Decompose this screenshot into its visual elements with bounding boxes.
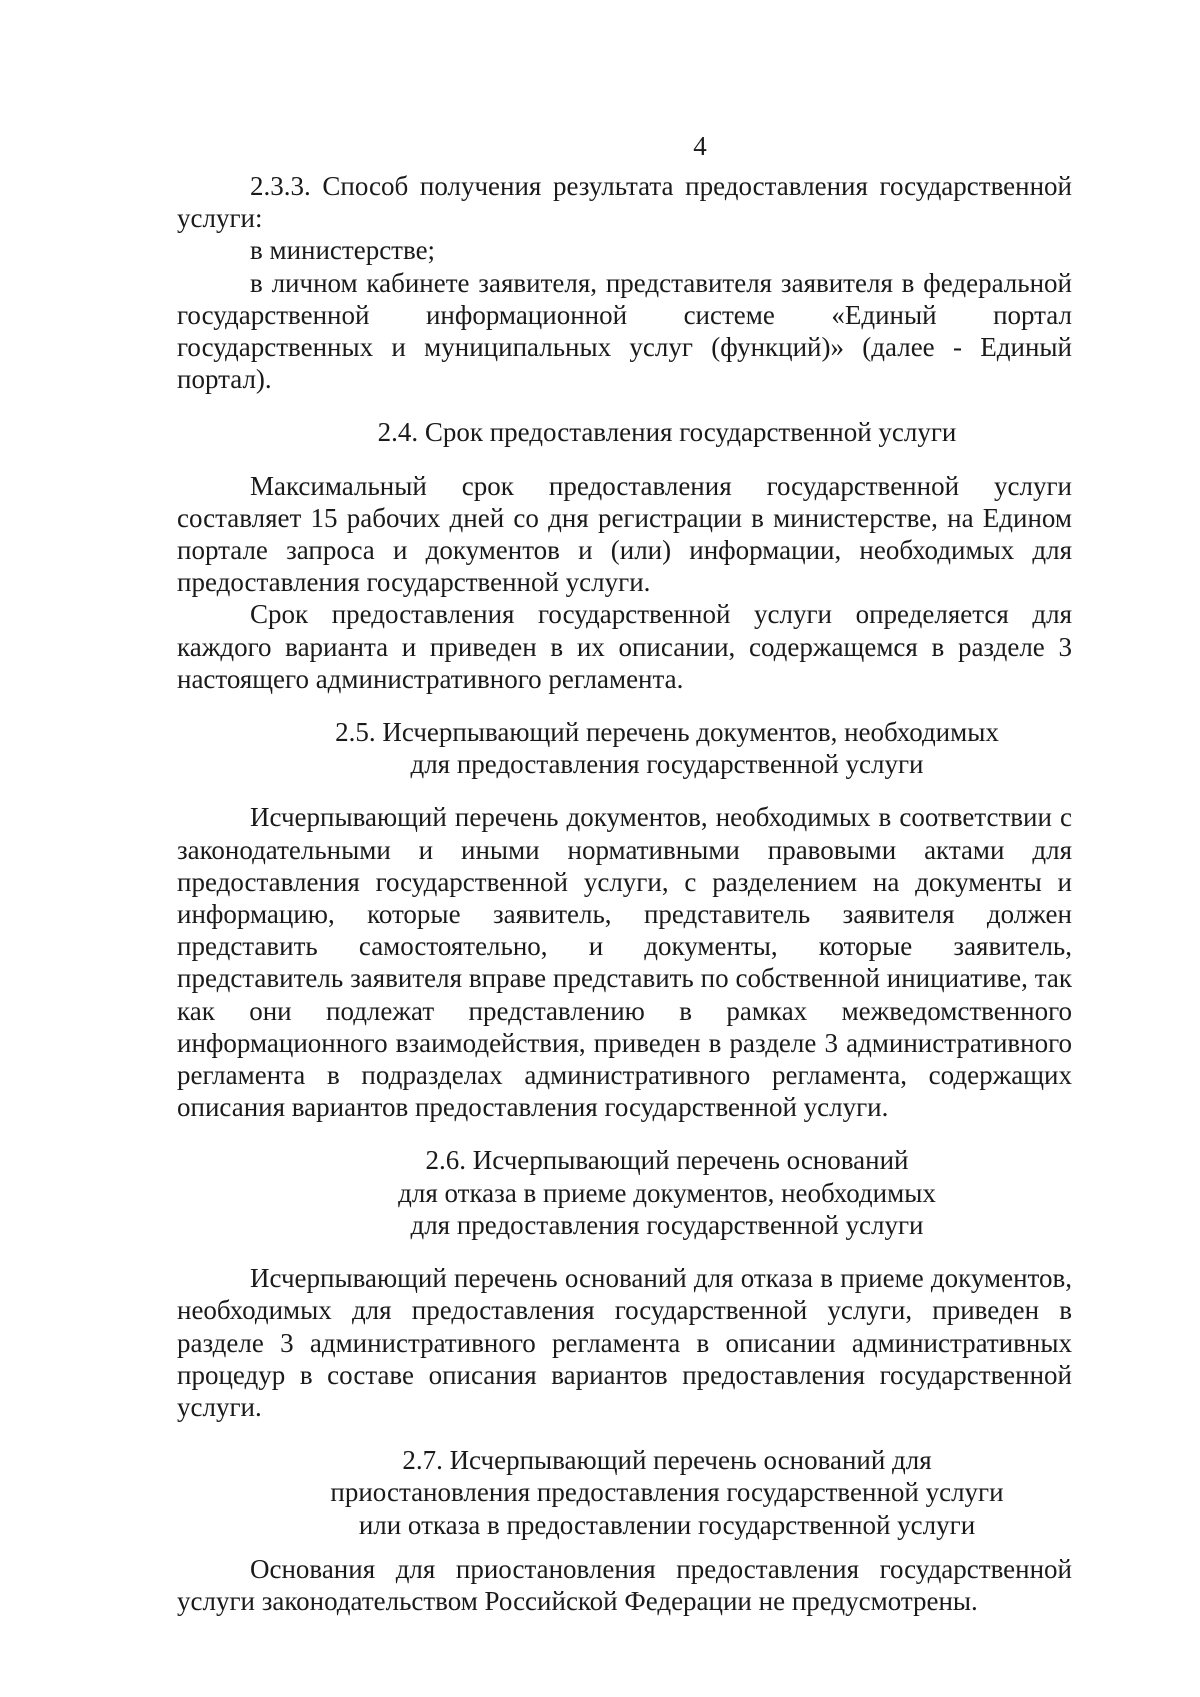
paragraph-2-4-2: Срок предоставления государственной услуги определяется для каждого варианта и приведен в их описании, содержащемся в разделе 3 настоящего административного регламента. xyxy=(177,599,1072,694)
heading-line: или отказа в предоставлении государственной услуги xyxy=(358,1509,976,1540)
section-heading-2-5 xyxy=(177,716,1072,780)
section-heading-2-6 xyxy=(177,1144,1072,1241)
section-heading-2-4 xyxy=(177,416,1072,448)
heading-line: 2.4. Срок предоставления государственной услуги xyxy=(377,417,957,448)
paragraph-2-6-1: Исчерпывающий перечень оснований для отказа в приеме документов, необходимых для предоставления государственной услуги, приведен в разделе 3 административного регламента в описании административных процедур в составе описания вариантов предоставления государственной услуги. xyxy=(177,1263,1072,1422)
list-item-portal: в личном кабинете заявителя, представителя заявителя в федеральной государственной информационной системе «Единый портал государственных и муниципальных услуг (функций)» (далее - Единый портал). xyxy=(177,267,1072,395)
heading-line: для предоставления государственной услуги xyxy=(410,1209,924,1240)
document-body xyxy=(177,170,1072,1617)
heading-line: 2.5. Исчерпывающий перечень документов, необходимых xyxy=(335,717,999,748)
heading-line: для предоставления государственной услуги xyxy=(410,749,924,780)
paragraph-2-4-1: Максимальный срок предоставления государственной услуги составляет 15 рабочих дней со дня регистрации в министерстве, на Едином портале запроса и документов и (или) информации, необходимых для предоставления государственной услуги. xyxy=(177,470,1072,598)
paragraph-2-5-1: Исчерпывающий перечень документов, необходимых в соответствии с законодательными и иными нормативными правовыми актами для предоставления государственной услуги, с разделением на документы и информацию, которые заявитель, представитель заявителя должен представить самостоятельно, и документы, которые заявитель, представитель заявителя вправе представить по собственной инициативе, так как они подлежат представлению в рамках межведомственного информационного взаимодействия, приведен в разделе 3 административного регламента в подразделах административного регламента, содержащих описания вариантов предоставления государственной услуги. xyxy=(177,802,1072,1123)
paragraph-2-3-3: 2.3.3. Способ получения результата предоставления государственной услуги: xyxy=(177,171,1072,234)
heading-line: для отказа в приеме документов, необходимых xyxy=(398,1177,936,1208)
paragraph-2-7-1: Основания для приостановления предоставления государственной услуги законодательством Российской Федерации не предусмотрены. xyxy=(177,1553,1072,1616)
heading-line: 2.6. Исчерпывающий перечень оснований xyxy=(425,1145,909,1176)
section-heading-2-7 xyxy=(177,1444,1072,1541)
page-number: 4 xyxy=(693,131,707,161)
heading-line: приостановления предоставления государственной услуги xyxy=(330,1477,1004,1508)
heading-line: 2.7. Исчерпывающий перечень оснований для xyxy=(402,1445,932,1476)
list-item-ministry: в министерстве; xyxy=(250,235,436,266)
